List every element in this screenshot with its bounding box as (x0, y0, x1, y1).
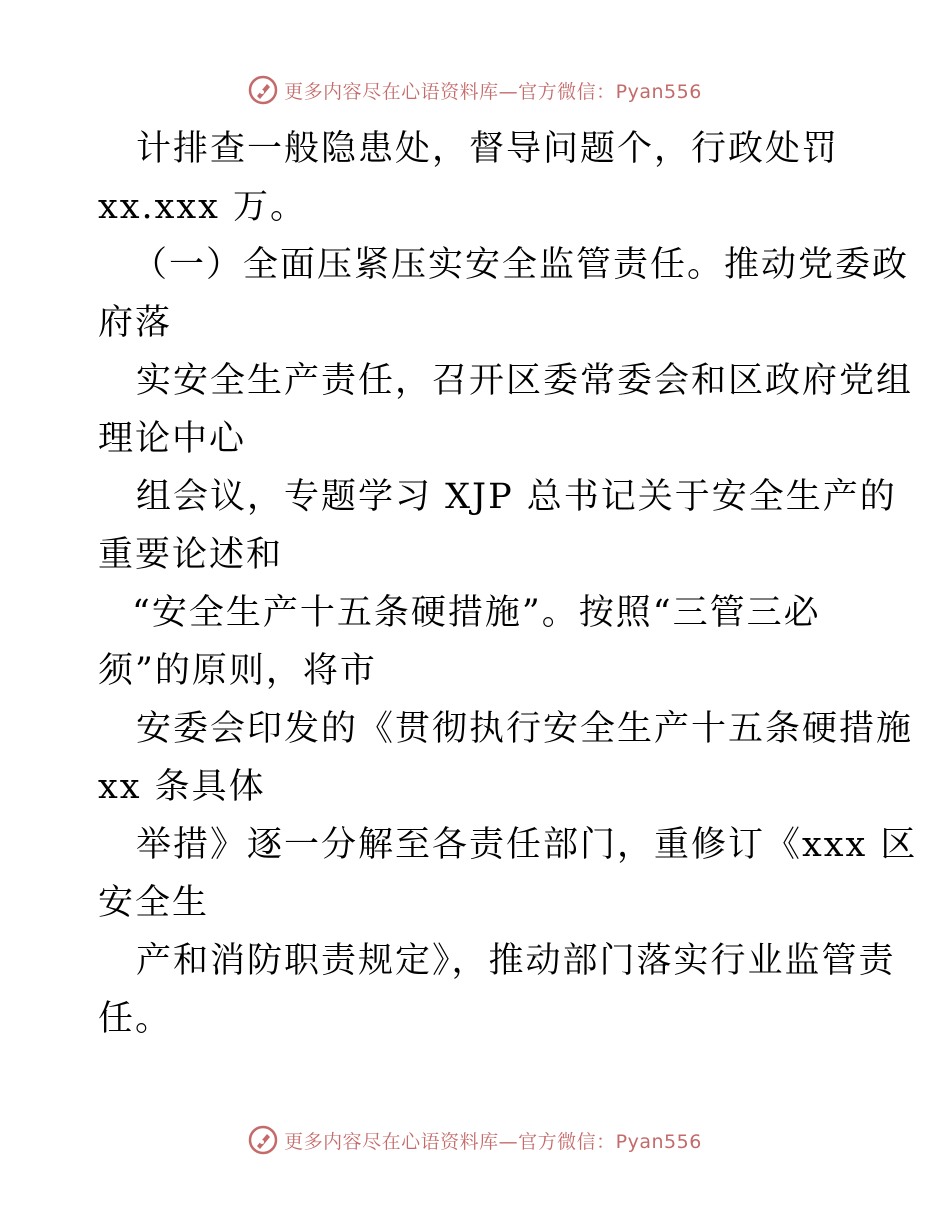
text-line-9: “安全生产十五条硬措施”。按照“三管三必 (132, 593, 821, 633)
text-line-7: 组会议，专题学习 XJP 总书记关于安全生产的 (136, 477, 897, 517)
text-line-3: （一）全面压紧压实安全监管责任。推动党委政 (132, 245, 910, 285)
text-line-11: 安委会印发的《贯彻执行安全生产十五条硬措施 (136, 709, 914, 749)
document-body (98, 120, 918, 1048)
text-line-15: 产和消防职责规定》，推动部门落实行业监管责 (136, 941, 896, 981)
text-line-16: 任。 (98, 999, 173, 1039)
pen-logo-icon (248, 1125, 278, 1155)
header-watermark-text: 更多内容尽在心语资料库—官方微信：Pyan556 (284, 80, 702, 103)
footer-watermark-banner (0, 1120, 950, 1160)
text-line-1: 计排查一般隐患处，督导问题个，行政处罚 (136, 129, 840, 169)
text-line-5: 实安全生产责任，召开区委常委会和区政府党组 (136, 361, 914, 401)
text-line-6: 理论中心 (98, 419, 247, 459)
text-line-10: 须”的原则，将市 (98, 651, 377, 691)
text-line-13: 举措》逐一分解至各责任部门，重修订《xxx 区 (136, 825, 918, 865)
text-line-4: 府落 (98, 303, 173, 343)
text-line-8: 重要论述和 (98, 535, 284, 575)
header-watermark-banner (0, 70, 950, 110)
text-line-12: xx 条具体 (98, 767, 266, 807)
text-line-2: xx.xxx 万。 (98, 187, 307, 227)
text-line-14: 安全生 (98, 883, 210, 923)
pen-logo-icon (248, 75, 278, 105)
footer-watermark-text: 更多内容尽在心语资料库—官方微信：Pyan556 (284, 1130, 702, 1153)
